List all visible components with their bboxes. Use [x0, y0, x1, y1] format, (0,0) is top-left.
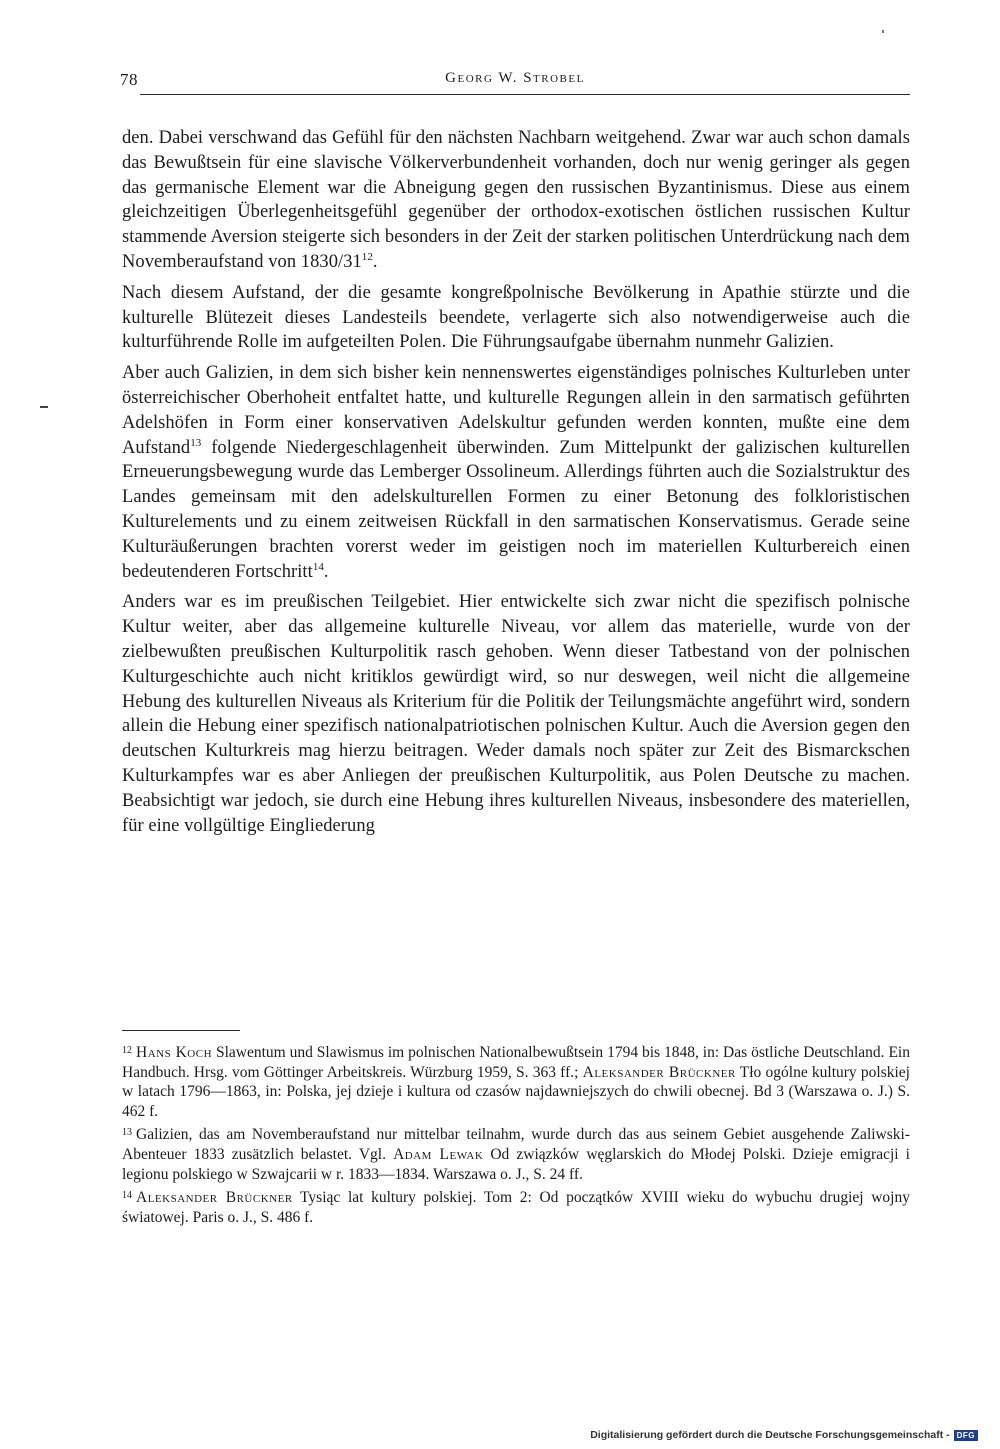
footnote-rule	[122, 1030, 240, 1031]
running-head	[120, 70, 910, 98]
footnote-author: Aleksander Brückner	[136, 1189, 293, 1207]
footnote-author: Adam Lewak	[393, 1145, 484, 1163]
footnote-13	[122, 1125, 910, 1184]
digitization-note: Digitalisierung gefördert durch die Deutsche Forschungsgemeinschaft -	[590, 1429, 950, 1441]
body-text	[122, 126, 910, 844]
paragraph-1-text: den. Dabei verschwand das Gefühl für den nächsten Nachbarn weitgehend. Zwar war auch schon damals das Bewußtsein für eine slavische Völkerverbundenheit vorhanden, doch nur wenig geringer als gegen das germanische Element war die Abneigung gegen den russischen Byzantinismus. Diese aus einem gleichzeitigen Überlegenheitsgefühl gegenüber der orthodox-exotischen östlichen russischen Kultur stammende Aversion steigerte sich besonders in der Zeit der starken politischen Unterdrückung nach dem Novemberaufstand von 1830/31	[122, 128, 910, 272]
footnote-text: Od związków węglarskich do Młodej Polski. Dzieje emigracji i legionu polskiego w Szwajcarii w r. 1833—1834. Warszawa o. J., S. 24 ff.	[122, 1145, 910, 1183]
paragraph-3-end: .	[323, 561, 329, 582]
footnote-text: Galizien, das am Novemberaufstand nur mittelbar teilnahm, wurde durch das aus seinem Gebiet ausgehende Zaliwski-Abenteuer 1833 zusätzlich belastet. Vgl.	[122, 1126, 910, 1163]
footnote-author: Hans Koch	[136, 1044, 213, 1061]
margin-mark	[40, 406, 48, 408]
paragraph-1-end: .	[372, 251, 378, 272]
footnote-12	[122, 1043, 910, 1121]
running-head-author: Georg W. Strobel	[445, 70, 585, 86]
footnote-ref-14[interactable]: 14	[312, 560, 324, 573]
paragraph-4: Anders war es im preußischen Teilgebiet. Hier entwickelte sich zwar nicht die spezifisch polnische Kultur weiter, aber das allgemeine kulturelle Niveau, vor allem das materielle, wurde von der zielbewußten preußischen Kulturpolitik rasch gehoben. Wenn dieser Tatbestand von der polnischen Kulturgeschichte auch nicht kritiklos gewürdigt wird, so nur deswegen, weil nicht die allgemeine Hebung des kulturellen Niveaus als Kriterium für die Politik der Teilungsmächte angeführt wird, sondern allein die Hebung einer spezifisch nationalpatriotischen polnischen Kultur. Auch die Aversion gegen den deutschen Kulturkreis mag hierzu beitragen. Weder damals noch später zur Zeit des Bismarckschen Kulturkampfes war es aber Anliegen der preußischen Kulturpolitik, aus Polen Deutsche zu machen. Beabsichtigt war jedoch, sie durch eine Hebung ihres kulturellen Niveaus, insbesondere des materiellen, für eine vollgültige Eingliederung	[122, 592, 910, 836]
footnote-author: Aleksander Brückner	[582, 1063, 736, 1081]
footnote-number: 14	[122, 1190, 132, 1202]
footnote-14	[122, 1188, 910, 1227]
paragraph-1	[122, 126, 910, 275]
paragraph-3	[122, 361, 910, 584]
digitization-footer	[590, 1427, 978, 1443]
paragraph-3-text-b: folgende Niedergeschlagenheit überwinden. Zum Mittelpunkt der galizischen kulturellen Erneuerungsbewegung wurde das Lemberger Ossolineum. Allerdings führten auch die Sozialstruktur des Landes gemeinsam mit den adelskulturellen Formen zu einer Betonung des folkloristischen Kulturelements und zu einem zeitweisen Rückfall in den sarmatischen Konservatismus. Gerade seine Kulturäußerungen brachten vorerst weder im geistigen noch im materiellen Kulturbereich einen bedeutenderen Fortschritt	[122, 437, 910, 582]
dfg-logo-icon: DFG	[954, 1430, 978, 1441]
footnote-number: 12	[122, 1045, 132, 1056]
paragraph-3-text-a: Aber auch Galizien, in dem sich bisher kein nennenswertes eigenständiges polnisches Kulturleben unter österreichischer Oberhoheit entfaltet hatte, und kulturelle Regungen allein in den sarmatisch geführten Adelshöfen in Form einer konservativen Adelskultur gefunden werden konnten, mußte eine dem Aufstand	[122, 363, 910, 458]
footnote-text: Slawentum und Slawismus im polnischen Nationalbewußtsein 1794 bis 1848, in: Das östliche Deutschland. Ein Handbuch. Hrsg. vom Göttinger Arbeitskreis. Würzburg 1959, S. 363 ff.;	[122, 1044, 910, 1081]
footnote-ref-12[interactable]: 12	[361, 250, 373, 263]
footnote-ref-13[interactable]: 13	[190, 436, 202, 449]
footnote-text: Tysiąc lat kultury polskiej. Tom 2: Od początków XVIII wieku do wybuchu drugiej wojny światowej. Paris o. J., S. 486 f.	[122, 1189, 910, 1226]
footnote-text: Tło ogólne kultury polskiej w latach 1796—1863, in: Polska, jej dzieje i kultura od czasów najdawniejszych do chwili obecnej. Bd 3 (Warszawa o. J.) S. 462 f.	[122, 1063, 910, 1120]
scan-speck	[882, 30, 884, 33]
page-number: 78	[120, 70, 138, 89]
footnote-number: 13	[122, 1127, 132, 1139]
footnotes	[122, 1043, 910, 1231]
paragraph-2: Nach diesem Aufstand, der die gesamte kongreßpolnische Bevölkerung in Apathie stürzte und die kulturelle Blütezeit dieses Landesteils beendete, verlagerte sich also notwendigerweise auch die kulturführende Rolle im aufgeteilten Polen. Die Führungsaufgabe übernahm nunmehr Galizien.	[122, 282, 910, 353]
header-rule	[140, 94, 910, 95]
